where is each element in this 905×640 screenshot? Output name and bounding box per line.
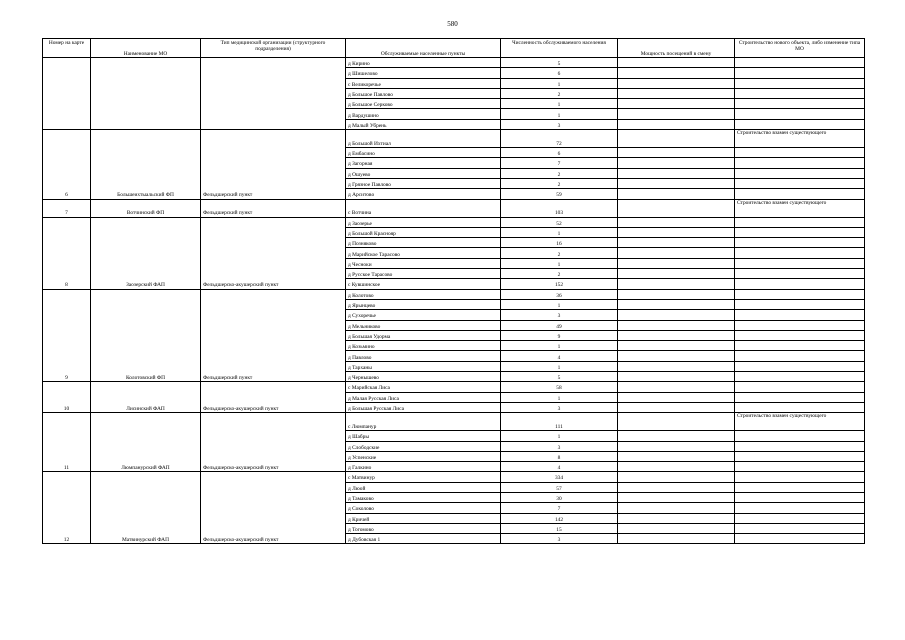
settlement-cell: д Позняково xyxy=(346,238,501,248)
capacity-cell xyxy=(618,88,735,98)
population-cell: 3 xyxy=(501,119,618,129)
capacity-cell xyxy=(618,158,735,168)
settlement-cell: д Козьмино xyxy=(346,341,501,351)
construction-cell-empty xyxy=(735,248,865,258)
header-settlements: Обслуживаемые населенные пункты xyxy=(346,39,501,58)
mo-name-cell: Люмпанурский ФАП xyxy=(91,413,201,472)
settlement-cell: д Большой Ихтиал xyxy=(346,130,501,148)
settlement-cell: с Марийская Лиса xyxy=(346,382,501,392)
table-row xyxy=(43,413,865,431)
mo-name-cell: Заозерский ФАП xyxy=(91,217,201,289)
settlement-cell: д Чесноки xyxy=(346,258,501,268)
capacity-cell xyxy=(618,492,735,502)
construction-cell-empty xyxy=(735,109,865,119)
population-cell: 1 xyxy=(501,258,618,268)
capacity-cell xyxy=(618,523,735,533)
construction-cell-empty xyxy=(735,269,865,279)
population-cell: 2 xyxy=(501,168,618,178)
population-cell: 59 xyxy=(501,189,618,199)
table-row xyxy=(43,199,865,217)
population-cell: 6 xyxy=(501,68,618,78)
population-cell: 5 xyxy=(501,372,618,382)
settlement-cell: д Малая Русская Лиса xyxy=(346,392,501,402)
settlement-cell: д Шабры xyxy=(346,431,501,441)
settlement-cell: д Галкино xyxy=(346,462,501,472)
settlement-cell: д Шишелово xyxy=(346,68,501,78)
capacity-cell xyxy=(618,78,735,88)
population-cell: 49 xyxy=(501,320,618,330)
settlement-cell: д Марийское Тарасово xyxy=(346,248,501,258)
construction-cell xyxy=(735,217,865,227)
population-cell: 1 xyxy=(501,299,618,309)
population-cell: 1 xyxy=(501,361,618,371)
settlement-cell: д Заозерье xyxy=(346,217,501,227)
capacity-cell xyxy=(618,462,735,472)
capacity-cell xyxy=(618,361,735,371)
settlement-cell: д Тарханы xyxy=(346,361,501,371)
construction-cell xyxy=(735,58,865,68)
population-cell: 58 xyxy=(501,382,618,392)
construction-cell-empty xyxy=(735,441,865,451)
construction-cell-empty xyxy=(735,372,865,382)
population-cell: 1 xyxy=(501,78,618,88)
settlement-cell: д Люой xyxy=(346,482,501,492)
construction-cell-empty xyxy=(735,227,865,237)
header-map-no: Номер на карте xyxy=(43,39,91,58)
capacity-cell xyxy=(618,148,735,158)
settlement-cell: с Кувшинское xyxy=(346,279,501,289)
settlement-cell: д Большой Краснояр xyxy=(346,227,501,237)
construction-cell-empty xyxy=(735,189,865,199)
population-cell: 2 xyxy=(501,178,618,188)
population-cell: 57 xyxy=(501,482,618,492)
org-type-cell: Фельдшерско-акушерский пункт xyxy=(201,413,346,472)
capacity-cell xyxy=(618,320,735,330)
capacity-cell xyxy=(618,258,735,268)
map-number-cell: 9 xyxy=(43,289,91,382)
settlement-cell: д Тогомово xyxy=(346,523,501,533)
capacity-cell xyxy=(618,189,735,199)
construction-cell-empty xyxy=(735,178,865,188)
settlement-cell: д Мельниково xyxy=(346,320,501,330)
org-type-cell: Фельдшерский пункт xyxy=(201,199,346,217)
construction-cell-empty xyxy=(735,361,865,371)
header-construction: Строительство нового объекта, либо изменение типа МО xyxy=(735,39,865,58)
construction-text: Строительство взамен существующего xyxy=(737,199,827,206)
settlement-cell: д Дубовская 1 xyxy=(346,534,501,544)
population-cell: 4 xyxy=(501,351,618,361)
construction-cell-empty xyxy=(735,78,865,88)
org-type-cell: Фельдшерско-акушерский пункт xyxy=(201,217,346,289)
capacity-cell xyxy=(618,472,735,482)
construction-cell xyxy=(735,130,865,148)
settlement-cell: д Русское Тарасово xyxy=(346,269,501,279)
population-cell: 16 xyxy=(501,238,618,248)
population-cell: 111 xyxy=(501,413,618,431)
map-number-cell: 10 xyxy=(43,382,91,413)
capacity-cell xyxy=(618,119,735,129)
settlement-cell: д Кирино xyxy=(346,58,501,68)
construction-cell-empty xyxy=(735,351,865,361)
construction-cell-empty xyxy=(735,299,865,309)
capacity-cell xyxy=(618,534,735,544)
population-cell: 1 xyxy=(501,109,618,119)
header-row xyxy=(43,39,865,58)
capacity-cell xyxy=(618,238,735,248)
construction-cell-empty xyxy=(735,523,865,533)
settlement-cell: д Ярынцево xyxy=(346,299,501,309)
capacity-cell xyxy=(618,402,735,412)
capacity-cell xyxy=(618,109,735,119)
population-cell: 52 xyxy=(501,217,618,227)
settlement-cell: с Люмпанур xyxy=(346,413,501,431)
capacity-cell xyxy=(618,513,735,523)
construction-cell-empty xyxy=(735,279,865,289)
mo-name-cell: Матвинурский ФАП xyxy=(91,472,201,544)
org-type-cell: Фельдшерско-акушерский пункт xyxy=(201,472,346,544)
capacity-cell xyxy=(618,441,735,451)
mo-name-cell: Лисинский ФАП xyxy=(91,382,201,413)
construction-cell xyxy=(735,472,865,482)
map-number-cell: 6 xyxy=(43,130,91,199)
settlement-cell: д Слободские xyxy=(346,441,501,451)
construction-cell-empty xyxy=(735,451,865,461)
construction-cell-empty xyxy=(735,513,865,523)
construction-cell-empty xyxy=(735,99,865,109)
construction-cell-empty xyxy=(735,238,865,248)
population-cell: 5 xyxy=(501,58,618,68)
construction-cell-empty xyxy=(735,258,865,268)
map-number-cell: 12 xyxy=(43,472,91,544)
construction-cell-empty xyxy=(735,310,865,320)
settlement-cell: д Павлово xyxy=(346,351,501,361)
settlement-cell: д Чернышево xyxy=(346,372,501,382)
settlement-cell: д Колотово xyxy=(346,289,501,299)
population-cell: 152 xyxy=(501,279,618,289)
construction-cell-empty xyxy=(735,168,865,178)
population-cell: 8 xyxy=(501,451,618,461)
capacity-cell xyxy=(618,351,735,361)
mo-name-cell: Вотчинский ФП xyxy=(91,199,201,217)
settlement-cell: д Вардушино xyxy=(346,109,501,119)
capacity-cell xyxy=(618,130,735,148)
capacity-cell xyxy=(618,382,735,392)
construction-cell-empty xyxy=(735,392,865,402)
construction-cell-empty xyxy=(735,148,865,158)
map-number-cell: 11 xyxy=(43,413,91,472)
settlement-cell: д Кричей xyxy=(346,513,501,523)
population-cell: 15 xyxy=(501,523,618,533)
header-capacity: Мощность посещений в смену xyxy=(618,39,735,58)
settlement-cell: д Тамаково xyxy=(346,492,501,502)
construction-cell-empty xyxy=(735,119,865,129)
construction-cell-empty xyxy=(735,503,865,513)
construction-cell xyxy=(735,413,865,431)
settlement-cell: д Соколово xyxy=(346,503,501,513)
construction-cell-empty xyxy=(735,482,865,492)
capacity-cell xyxy=(618,269,735,279)
capacity-cell xyxy=(618,372,735,382)
construction-cell-empty xyxy=(735,158,865,168)
capacity-cell xyxy=(618,392,735,402)
capacity-cell xyxy=(618,227,735,237)
mo-name-cell: Колотовский ФП xyxy=(91,289,201,382)
capacity-cell xyxy=(618,279,735,289)
settlement-cell: д Большое Серково xyxy=(346,99,501,109)
settlement-cell: д Ембасино xyxy=(346,148,501,158)
capacity-cell xyxy=(618,413,735,431)
settlement-cell: д Успенские xyxy=(346,451,501,461)
construction-cell-empty xyxy=(735,492,865,502)
capacity-cell xyxy=(618,341,735,351)
construction-cell-empty xyxy=(735,341,865,351)
table-row xyxy=(43,130,865,148)
population-cell: 4 xyxy=(501,462,618,472)
capacity-cell xyxy=(618,178,735,188)
capacity-cell xyxy=(618,451,735,461)
population-cell: 3 xyxy=(501,534,618,544)
table-row xyxy=(43,58,865,68)
table-body xyxy=(43,58,865,544)
construction-cell-empty xyxy=(735,402,865,412)
capacity-cell xyxy=(618,68,735,78)
settlement-cell: с Великоречье xyxy=(346,78,501,88)
header-mo-name: Наименование МО xyxy=(91,39,201,58)
settlement-cell: д Ошуево xyxy=(346,168,501,178)
capacity-cell xyxy=(618,431,735,441)
settlement-cell: с Матвинур xyxy=(346,472,501,482)
settlement-cell: д Арситово xyxy=(346,189,501,199)
settlement-cell: д Большая Русская Лиса xyxy=(346,402,501,412)
construction-cell xyxy=(735,289,865,299)
population-cell: 30 xyxy=(501,492,618,502)
population-cell: 1 xyxy=(501,392,618,402)
table-row xyxy=(43,217,865,227)
capacity-cell xyxy=(618,217,735,227)
facilities-table xyxy=(42,38,865,544)
capacity-cell xyxy=(618,310,735,320)
capacity-cell xyxy=(618,289,735,299)
population-cell: 2 xyxy=(501,269,618,279)
population-cell: 3 xyxy=(501,310,618,320)
population-cell: 334 xyxy=(501,472,618,482)
capacity-cell xyxy=(618,199,735,217)
header-org-type: Тип медицинской организации (структурного подразделения) xyxy=(201,39,346,58)
capacity-cell xyxy=(618,168,735,178)
settlement-cell: д Сухоречье xyxy=(346,310,501,320)
population-cell: 1 xyxy=(501,341,618,351)
header-population: Численность обслуживаемого населения xyxy=(501,39,618,58)
construction-cell-empty xyxy=(735,88,865,98)
table-row xyxy=(43,382,865,392)
settlement-cell: с Вотчина xyxy=(346,199,501,217)
construction-text: Строительство взамен существующего xyxy=(737,413,827,420)
capacity-cell xyxy=(618,503,735,513)
population-cell: 1 xyxy=(501,227,618,237)
mo-name-cell: Большеихтыальский ФП xyxy=(91,130,201,199)
construction-cell-empty xyxy=(735,68,865,78)
capacity-cell xyxy=(618,58,735,68)
settlement-cell: д Загорная xyxy=(346,158,501,168)
population-cell: 72 xyxy=(501,130,618,148)
settlement-cell: д Большая Удорма xyxy=(346,330,501,340)
population-cell: 2 xyxy=(501,88,618,98)
map-number-cell xyxy=(43,58,91,130)
construction-cell-empty xyxy=(735,320,865,330)
construction-cell xyxy=(735,382,865,392)
construction-cell xyxy=(735,199,865,217)
capacity-cell xyxy=(618,299,735,309)
capacity-cell xyxy=(618,248,735,258)
population-cell: 36 xyxy=(501,289,618,299)
table-row xyxy=(43,472,865,482)
org-type-cell: Фельдшерско-акушерский пункт xyxy=(201,382,346,413)
capacity-cell xyxy=(618,482,735,492)
population-cell: 3 xyxy=(501,402,618,412)
construction-cell-empty xyxy=(735,534,865,544)
population-cell: 7 xyxy=(501,158,618,168)
org-type-cell: Фельдшерский пункт xyxy=(201,130,346,199)
population-cell: 7 xyxy=(501,503,618,513)
map-number-cell: 7 xyxy=(43,199,91,217)
settlement-cell: д Малый Убрень xyxy=(346,119,501,129)
population-cell: 6 xyxy=(501,148,618,158)
org-type-cell xyxy=(201,58,346,130)
capacity-cell xyxy=(618,330,735,340)
population-cell: 2 xyxy=(501,248,618,258)
construction-cell-empty xyxy=(735,462,865,472)
table-row xyxy=(43,289,865,299)
population-cell: 103 xyxy=(501,199,618,217)
capacity-cell xyxy=(618,99,735,109)
construction-cell-empty xyxy=(735,431,865,441)
population-cell: 1 xyxy=(501,99,618,109)
org-type-cell: Фельдшерский пункт xyxy=(201,289,346,382)
population-cell: 3 xyxy=(501,441,618,451)
population-cell: 142 xyxy=(501,513,618,523)
settlement-cell: д Большое Павлово xyxy=(346,88,501,98)
settlement-cell: д Грязное Павлово xyxy=(346,178,501,188)
population-cell: 9 xyxy=(501,330,618,340)
construction-cell-empty xyxy=(735,330,865,340)
population-cell: 1 xyxy=(501,431,618,441)
mo-name-cell xyxy=(91,58,201,130)
page-number: 580 xyxy=(447,20,458,28)
map-number-cell: 8 xyxy=(43,217,91,289)
construction-text: Строительство взамен существующего xyxy=(737,130,827,137)
